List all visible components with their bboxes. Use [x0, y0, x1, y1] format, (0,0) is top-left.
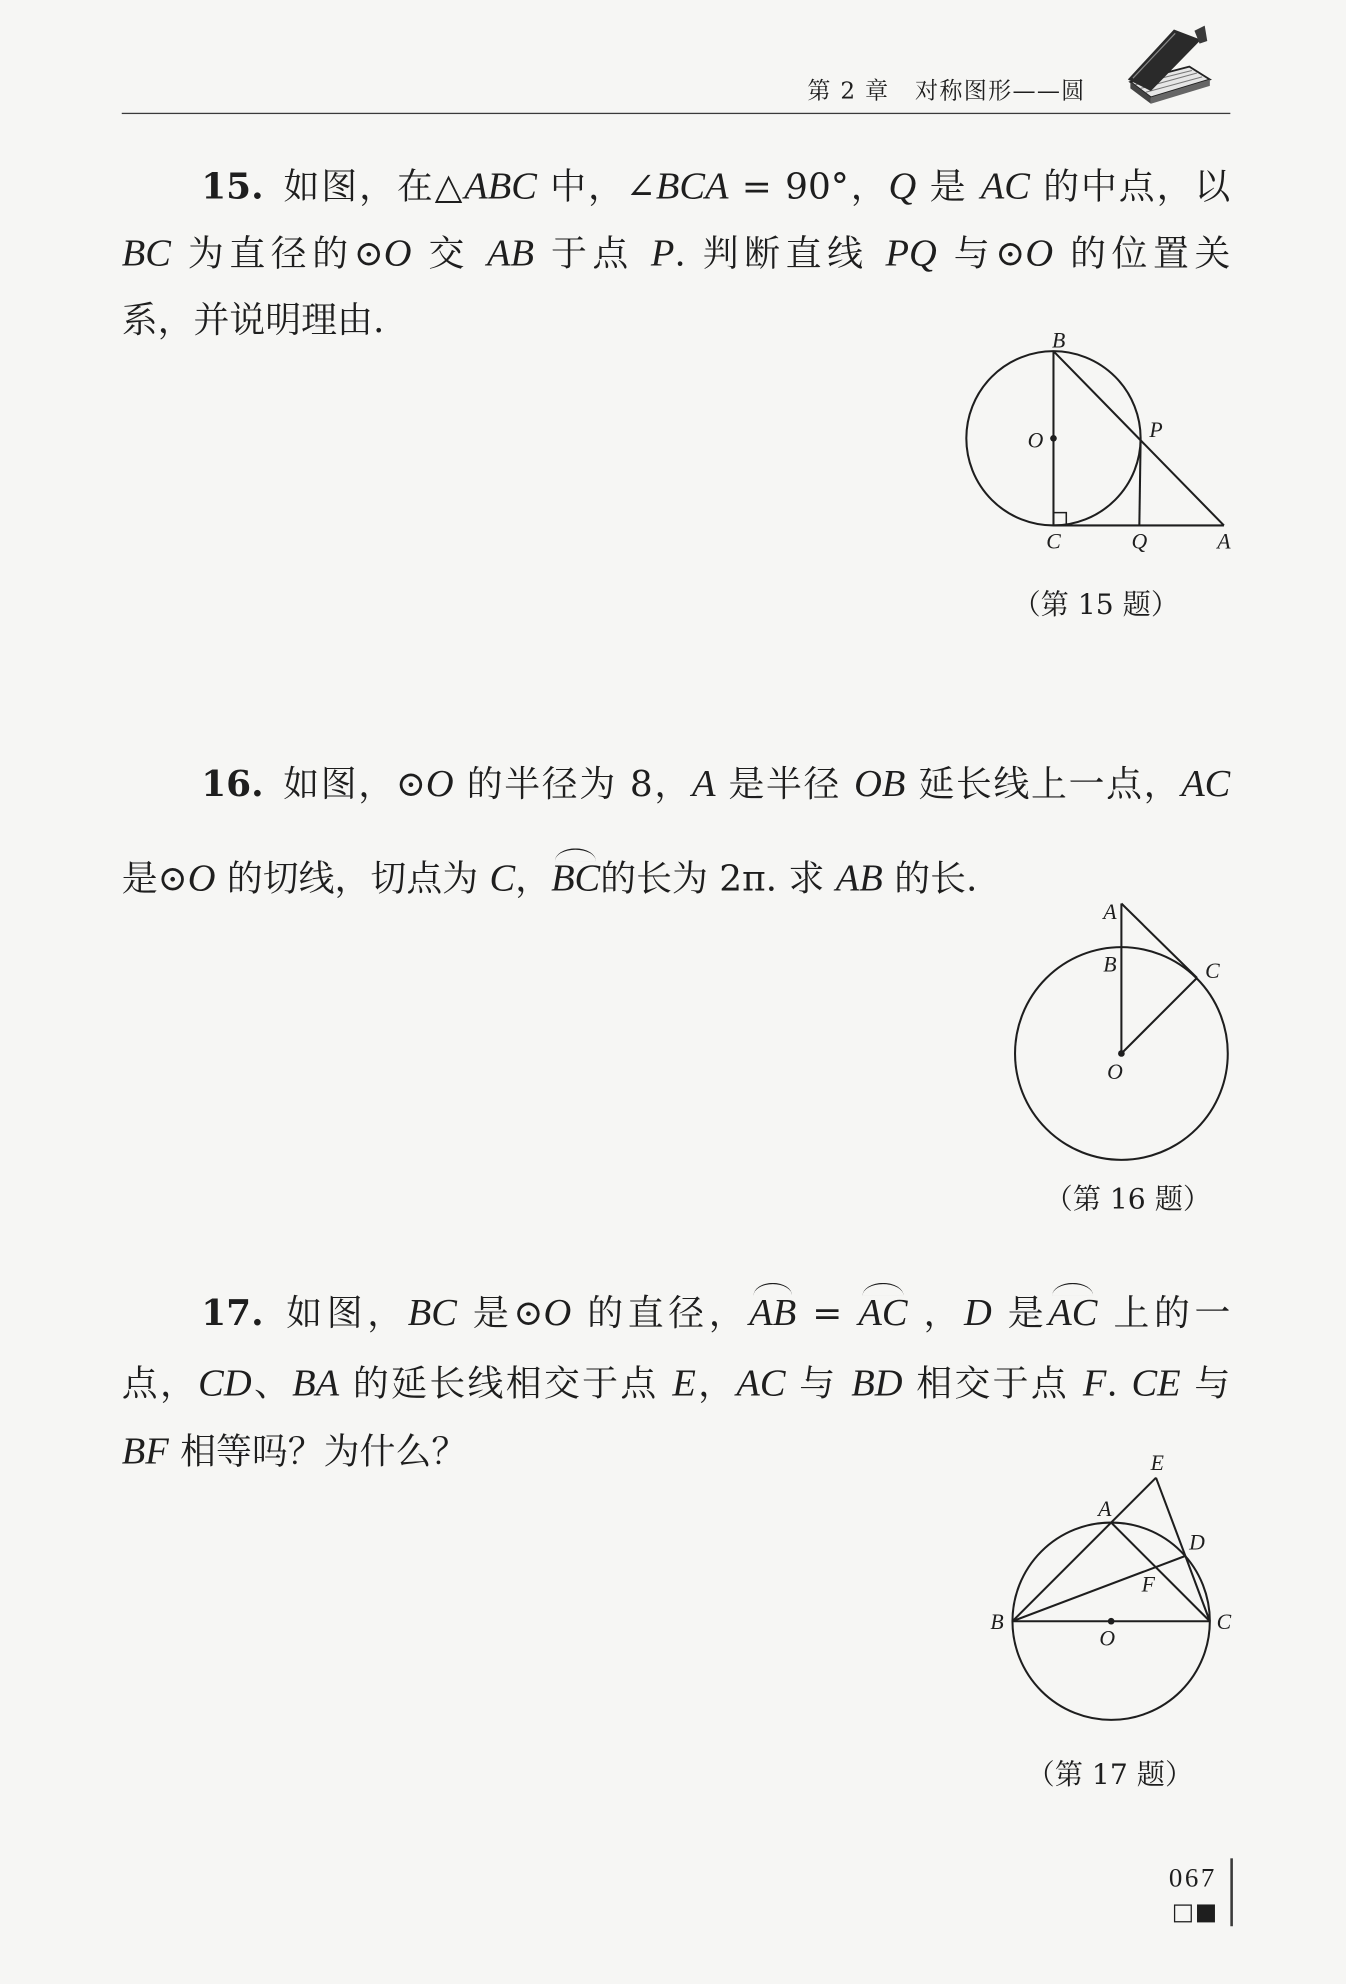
problem-number: 16.	[201, 762, 264, 805]
label-a: A	[1098, 1497, 1112, 1522]
label-p: P	[1149, 418, 1163, 443]
figure-16	[1015, 904, 1228, 1160]
math-variable: O	[543, 1291, 572, 1335]
page-number: 067	[1168, 1862, 1217, 1893]
math-variable: BC	[121, 231, 171, 275]
math-variable: C	[489, 857, 516, 900]
math-variable: O	[383, 231, 412, 275]
text-run: ，	[695, 1362, 737, 1405]
arc-notation: AC	[858, 1291, 908, 1335]
text-run: 的长为 2π. 求	[600, 857, 836, 900]
right-angle-mark	[1053, 513, 1066, 526]
math-variable: AC	[736, 1362, 786, 1405]
arc-notation: AC	[1048, 1291, 1098, 1335]
math-variable: AC	[980, 165, 1030, 208]
math-variable: CD	[198, 1362, 252, 1405]
text-run: 中，∠	[536, 165, 656, 208]
math-variable: D	[964, 1291, 992, 1335]
text-run: 是半径	[715, 762, 855, 805]
center-dot	[1118, 1050, 1125, 1057]
problem-number: 15.	[201, 165, 264, 208]
text-run: = 90°，	[728, 165, 889, 208]
math-variable: PQ	[885, 231, 937, 275]
text-run: 相等吗？为什么？	[168, 1430, 468, 1473]
text-run: 相交于点	[902, 1362, 1083, 1405]
text-run: 与	[785, 1362, 852, 1405]
figure-16-caption: （第 16 题）	[1044, 1184, 1212, 1217]
label-o: O	[1107, 1060, 1123, 1085]
center-dot	[1050, 435, 1057, 442]
text-run: 与⊙	[936, 231, 1026, 275]
text-run: 是	[916, 165, 981, 208]
text-run: 的延长线相交于点	[339, 1362, 673, 1405]
tangent-ac	[1121, 904, 1197, 978]
label-a: A	[1103, 899, 1117, 924]
text-run: 于点	[533, 231, 651, 275]
text-run: 的中点，以	[1029, 165, 1231, 208]
text-run: 交	[411, 231, 487, 275]
text-run: 的切线，切点为	[215, 857, 490, 900]
figure-16-labels	[1101, 900, 1220, 1084]
label-c: C	[1046, 529, 1061, 554]
hollow-square-icon	[1174, 1904, 1192, 1922]
math-variable: Q	[888, 165, 917, 208]
text-run: 是	[991, 1291, 1049, 1335]
text-run: 、	[251, 1362, 293, 1405]
figure-15-caption: （第 15 题）	[1012, 589, 1180, 622]
text-run: ，	[907, 1291, 965, 1335]
math-variable: CE	[1131, 1362, 1181, 1405]
figure-15-labels	[1028, 328, 1232, 553]
segment-be	[1012, 1478, 1156, 1622]
math-variable: A	[691, 762, 716, 805]
text-run: 与	[1180, 1362, 1231, 1405]
text-run: 的半径为 8，	[453, 762, 692, 805]
label-b: B	[1103, 952, 1117, 977]
math-variable: O	[1025, 231, 1054, 275]
math-variable: AB	[486, 231, 534, 275]
text-run: 如图，	[281, 1291, 408, 1335]
chapter-title: 对称图形——圆	[915, 78, 1086, 106]
text-run: 的长.	[882, 857, 978, 900]
text-run: 上的一	[1097, 1291, 1231, 1335]
text-run: 是⊙	[456, 1291, 544, 1335]
text-run: =	[796, 1291, 859, 1335]
text-run: 点，	[121, 1362, 199, 1405]
text-run: 为直径的⊙	[170, 231, 384, 275]
math-variable: AC	[1181, 762, 1231, 805]
math-variable: F	[1082, 1362, 1107, 1405]
text-run: 系，并说明理由.	[121, 298, 385, 341]
segment-ba	[1053, 351, 1223, 525]
footer-rule	[1230, 1858, 1232, 1926]
math-variable: BF	[121, 1430, 169, 1473]
filled-square-icon	[1197, 1904, 1215, 1922]
text-run: 的直径，	[571, 1291, 750, 1335]
label-f: F	[1141, 1572, 1155, 1597]
label-a: A	[1217, 529, 1231, 554]
math-variable: BA	[292, 1362, 340, 1405]
problem-number: 17.	[201, 1291, 264, 1335]
text-run: ，	[515, 857, 552, 900]
center-dot	[1108, 1618, 1115, 1625]
label-q: Q	[1131, 529, 1148, 554]
math-variable: O	[425, 762, 454, 805]
radius-oc	[1121, 978, 1197, 1054]
math-variable: O	[187, 857, 216, 900]
label-o: O	[1027, 428, 1044, 453]
label-c: C	[1216, 1609, 1232, 1634]
chapter-number: 第 2 章	[807, 78, 890, 106]
page-marker-icon	[1174, 1903, 1225, 1924]
figure-15	[966, 351, 1224, 525]
segment-pq	[1139, 440, 1140, 526]
label-o: O	[1099, 1626, 1116, 1651]
math-variable: BC	[407, 1291, 457, 1335]
math-variable: ABC	[464, 165, 537, 208]
math-variable: P	[650, 231, 675, 275]
math-variable: BD	[851, 1362, 903, 1405]
label-e: E	[1150, 1450, 1164, 1475]
arc-notation: AB	[749, 1291, 797, 1335]
figure-17-caption: （第 17 题）	[1026, 1759, 1194, 1792]
text-run: 的位置关	[1053, 231, 1231, 275]
label-b: B	[990, 1609, 1004, 1634]
math-variable: AB	[835, 857, 883, 900]
math-variable: BCA	[655, 165, 729, 208]
label-d: D	[1189, 1530, 1205, 1555]
text-run: .	[1106, 1362, 1132, 1405]
text-run: 如图，⊙	[281, 762, 426, 805]
arc-notation: BC	[551, 857, 601, 900]
text-run: 延长线上一点，	[905, 762, 1182, 805]
label-b: B	[1051, 328, 1066, 353]
math-variable: E	[672, 1362, 696, 1405]
text-run: 是⊙	[121, 857, 188, 900]
text-run: . 判断直线	[674, 231, 886, 275]
segment-bd	[1012, 1556, 1185, 1621]
text-run: 如图，在△	[281, 165, 465, 208]
label-c: C	[1205, 958, 1220, 983]
math-variable: OB	[854, 762, 906, 805]
